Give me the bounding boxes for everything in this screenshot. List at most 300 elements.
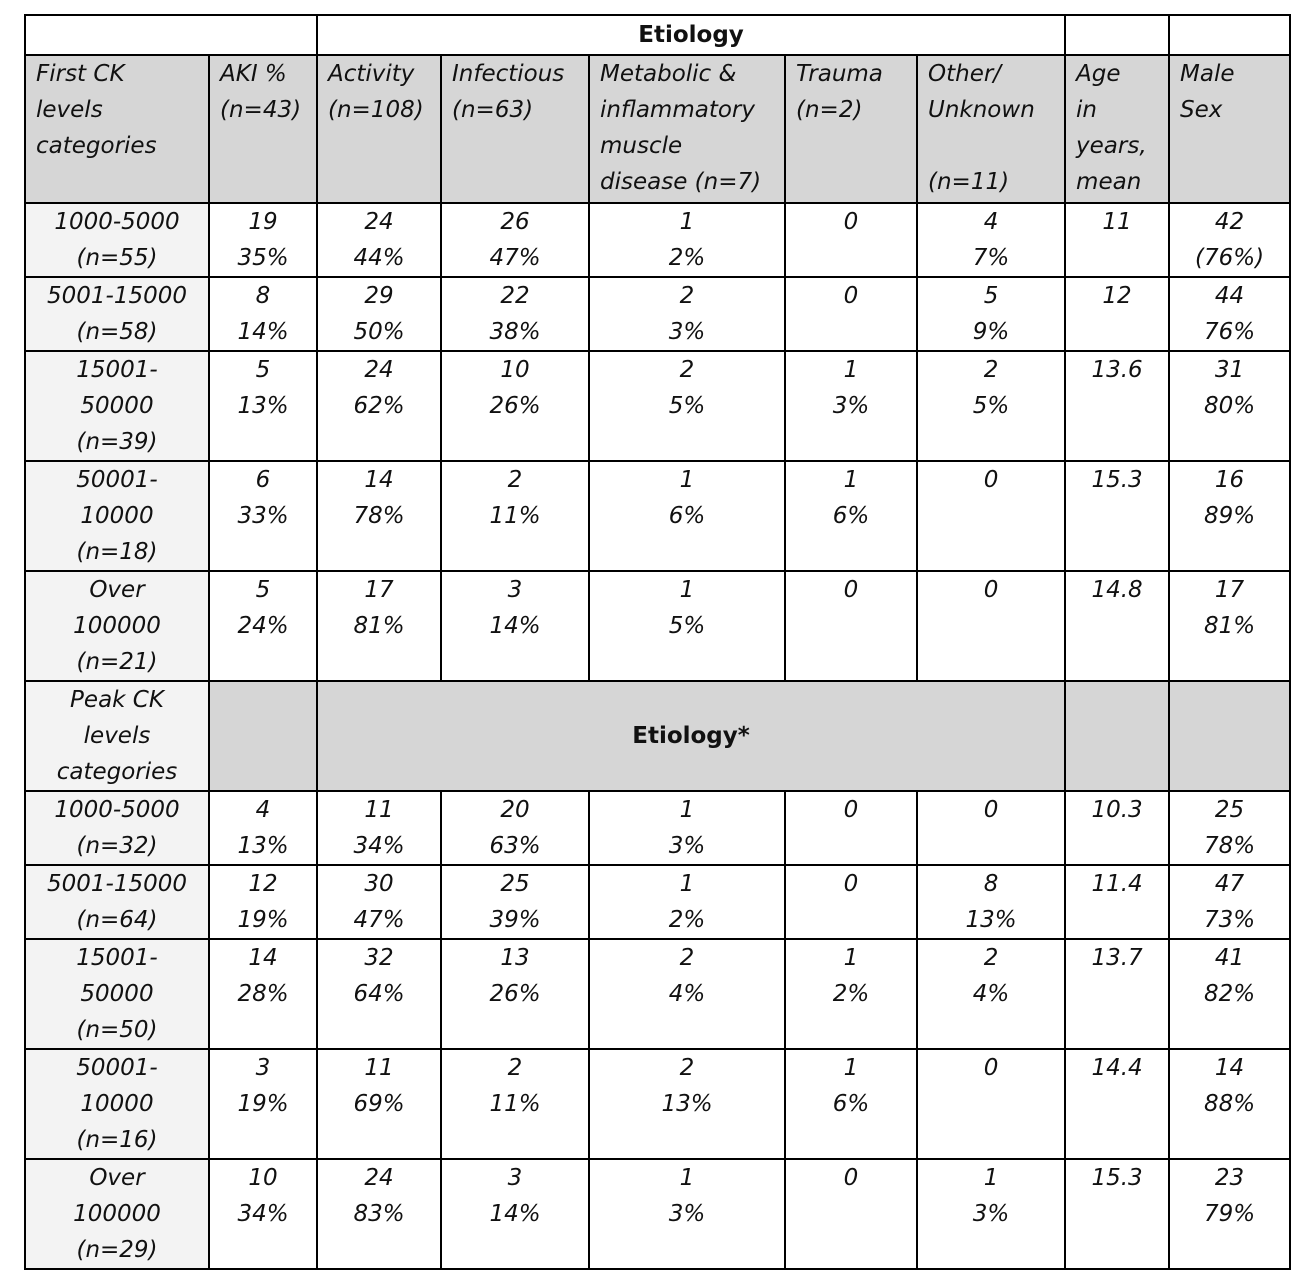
category-cell <box>25 1049 209 1159</box>
category-cell <box>25 865 209 939</box>
cell-line: 15.3 <box>1091 1165 1143 1191</box>
column-header <box>441 55 589 203</box>
cell-line: 23 <box>1214 1165 1245 1191</box>
cell-line: 14% <box>489 1201 541 1227</box>
data-cell <box>785 865 917 939</box>
cell-line: Metabolic & <box>600 61 737 87</box>
cell-line: 0 <box>843 577 859 603</box>
cell-line: 31 <box>1214 357 1245 383</box>
cell-line: 3% <box>832 393 870 419</box>
cell-line <box>928 128 1058 164</box>
data-cell <box>1065 865 1169 939</box>
cell-line: 0 <box>983 1055 999 1081</box>
cell-line: 47% <box>353 907 405 933</box>
category-cell <box>25 1159 209 1269</box>
cell-line: 64% <box>353 981 405 1007</box>
cell-line: 10 <box>248 1165 278 1191</box>
data-cell <box>317 1049 441 1159</box>
category-cell <box>25 351 209 461</box>
data-cell <box>441 1049 589 1159</box>
table-row <box>25 1049 1290 1159</box>
cell-line: 0 <box>843 1165 859 1191</box>
cell-line: 24 <box>364 209 394 235</box>
cell-line: 0 <box>843 283 859 309</box>
cell-line: 26 <box>500 209 530 235</box>
data-cell <box>1169 351 1290 461</box>
cell-line: 17 <box>364 577 394 603</box>
cell-line: 28% <box>237 981 289 1007</box>
cell-line: (n=11) <box>928 169 1010 195</box>
cell-line: 24 <box>364 357 394 383</box>
data-cell <box>1169 939 1290 1049</box>
cell-line: 3 <box>507 1165 523 1191</box>
data-cell <box>917 939 1065 1049</box>
cell-line: Other/ <box>928 61 1002 87</box>
cell-line: 4% <box>668 981 706 1007</box>
data-cell <box>209 203 317 277</box>
blank-cell <box>1169 15 1290 55</box>
data-cell <box>209 277 317 351</box>
cell-line: 5 <box>255 577 271 603</box>
cell-line: 1 <box>843 467 859 493</box>
data-cell <box>441 571 589 681</box>
column-header-row <box>25 55 1290 203</box>
cell-line: 19% <box>237 907 289 933</box>
cell-line: 11 <box>364 1055 394 1081</box>
cell-line: 1 <box>679 577 695 603</box>
cell-line: 76% <box>1203 319 1256 345</box>
data-cell <box>785 939 917 1049</box>
column-header <box>209 55 317 203</box>
cell-line: 13% <box>965 907 1017 933</box>
cell-line: 73% <box>1203 907 1256 933</box>
band-cell <box>1169 681 1290 791</box>
cell-line: Over <box>89 1165 145 1191</box>
table-row <box>25 865 1290 939</box>
cell-line: 10.3 <box>1091 797 1143 823</box>
cell-line: 34% <box>353 833 405 859</box>
cell-line: 0 <box>843 797 859 823</box>
cell-line: 47 <box>1214 871 1245 897</box>
cell-line: 9% <box>972 319 1010 345</box>
cell-line: inflammatory <box>600 97 755 123</box>
data-cell <box>441 203 589 277</box>
data-cell <box>441 939 589 1049</box>
data-cell <box>1065 791 1169 865</box>
cell-line: 2 <box>679 283 695 309</box>
table-row <box>25 351 1290 461</box>
etiology-heading-row <box>25 15 1290 55</box>
data-cell <box>1169 791 1290 865</box>
data-cell <box>785 461 917 571</box>
table-row <box>25 791 1290 865</box>
cell-line: Age <box>1076 61 1121 87</box>
cell-line: 14% <box>237 319 289 345</box>
column-header <box>589 55 785 203</box>
data-cell <box>209 351 317 461</box>
cell-line: 1 <box>679 209 695 235</box>
cell-line: 11 <box>364 797 394 823</box>
table-body <box>25 15 1290 1269</box>
data-cell <box>785 1049 917 1159</box>
cell-line: 100000 <box>73 1201 161 1227</box>
data-cell <box>1065 277 1169 351</box>
cell-line: 11 <box>1102 209 1132 235</box>
cell-line: 14.8 <box>1091 577 1143 603</box>
cell-line: 14 <box>1214 1055 1245 1081</box>
band-cell <box>1065 681 1169 791</box>
data-cell <box>209 571 317 681</box>
cell-line: 88% <box>1203 1091 1256 1117</box>
cell-line: 3% <box>668 833 706 859</box>
cell-line: 8 <box>983 871 999 897</box>
cell-line: categories <box>56 759 178 785</box>
cell-line: 14% <box>489 613 541 639</box>
data-cell <box>1065 1159 1169 1269</box>
cell-line: 34% <box>237 1201 289 1227</box>
cell-line: in <box>1076 97 1098 123</box>
cell-line: 3 <box>507 577 523 603</box>
data-cell <box>917 1049 1065 1159</box>
data-cell <box>1065 571 1169 681</box>
data-cell <box>785 277 917 351</box>
cell-line: 47% <box>489 245 541 271</box>
data-cell <box>589 277 785 351</box>
data-cell <box>1065 1049 1169 1159</box>
data-cell <box>441 1159 589 1269</box>
cell-line: 11% <box>489 1091 541 1117</box>
data-cell <box>317 791 441 865</box>
data-cell <box>209 1049 317 1159</box>
data-cell <box>317 865 441 939</box>
cell-line: 1 <box>679 797 695 823</box>
cell-line: (n=58) <box>76 319 158 345</box>
cell-line: 44 <box>1214 283 1245 309</box>
column-header <box>917 55 1065 203</box>
column-header <box>317 55 441 203</box>
cell-line: 24 <box>364 1165 394 1191</box>
data-cell <box>589 865 785 939</box>
table-row <box>25 1159 1290 1269</box>
category-cell <box>25 939 209 1049</box>
data-cell <box>209 939 317 1049</box>
cell-line: 26% <box>489 981 541 1007</box>
data-cell <box>589 1159 785 1269</box>
etiology-heading: Etiology <box>317 15 1065 55</box>
cell-line: 5 <box>255 357 271 383</box>
cell-line: 15001- <box>76 357 158 383</box>
peak-section-row <box>25 681 1290 791</box>
cell-line: Activity <box>328 61 415 87</box>
cell-line: 1 <box>843 1055 859 1081</box>
data-cell <box>317 277 441 351</box>
data-cell <box>1065 939 1169 1049</box>
cell-line: 25 <box>500 871 530 897</box>
cell-line: 13% <box>237 393 289 419</box>
cell-line: 79% <box>1203 1201 1256 1227</box>
cell-line: 14.4 <box>1091 1055 1143 1081</box>
cell-line: 1000-5000 <box>54 209 180 235</box>
cell-line: 2 <box>983 945 999 971</box>
category-cell <box>25 461 209 571</box>
cell-line: 83% <box>353 1201 405 1227</box>
data-cell <box>589 939 785 1049</box>
data-cell <box>917 461 1065 571</box>
table-row <box>25 939 1290 1049</box>
data-cell <box>785 203 917 277</box>
cell-line: 29 <box>364 283 394 309</box>
cell-line: 2 <box>679 945 695 971</box>
cell-line: (n=2) <box>796 97 863 123</box>
cell-line: 22 <box>500 283 530 309</box>
cell-line: 5001-15000 <box>47 871 187 897</box>
cell-line: (n=21) <box>76 649 158 675</box>
cell-line: 100000 <box>73 613 161 639</box>
data-cell <box>317 351 441 461</box>
cell-line: 2% <box>832 981 870 1007</box>
cell-line: 4% <box>972 981 1010 1007</box>
data-cell <box>917 277 1065 351</box>
cell-line: (n=43) <box>220 97 302 123</box>
cell-line: 41 <box>1214 945 1245 971</box>
cell-line: (n=39) <box>76 429 158 455</box>
cell-line: 33% <box>237 503 289 529</box>
data-cell <box>317 939 441 1049</box>
column-header <box>1065 55 1169 203</box>
cell-line: 5% <box>668 393 706 419</box>
cell-line: 24% <box>237 613 289 639</box>
cell-line: Over <box>89 577 145 603</box>
cell-line: 13 <box>500 945 530 971</box>
blank-cell <box>25 15 317 55</box>
cell-line: 13.6 <box>1091 357 1143 383</box>
cell-line: 19% <box>237 1091 289 1117</box>
data-cell <box>917 571 1065 681</box>
cell-line: 0 <box>983 467 999 493</box>
data-cell <box>209 865 317 939</box>
cell-line: 1 <box>843 945 859 971</box>
data-cell <box>589 571 785 681</box>
cell-line: 5 <box>983 283 999 309</box>
cell-line: (n=63) <box>452 97 534 123</box>
cell-line: 5% <box>972 393 1010 419</box>
data-cell <box>917 203 1065 277</box>
cell-line: 6% <box>832 1091 870 1117</box>
cell-line: (n=64) <box>76 907 158 933</box>
data-cell <box>589 461 785 571</box>
cell-line: 2 <box>507 1055 523 1081</box>
data-cell <box>589 203 785 277</box>
cell-line: 82% <box>1203 981 1256 1007</box>
peak-label-cell <box>25 681 209 791</box>
data-cell <box>441 791 589 865</box>
cell-line: 62% <box>353 393 405 419</box>
cell-line: 10000 <box>80 1091 154 1117</box>
data-cell <box>209 791 317 865</box>
band-cell <box>209 681 317 791</box>
cell-line: 12 <box>1102 283 1132 309</box>
cell-line: 35% <box>237 245 289 271</box>
cell-line: 6% <box>668 503 706 529</box>
cell-line: 5% <box>668 613 706 639</box>
cell-line: 4 <box>983 209 999 235</box>
cell-line: 14 <box>248 945 278 971</box>
cell-line: 50001- <box>76 1055 158 1081</box>
cell-line: 6% <box>832 503 870 529</box>
cell-line: Male <box>1180 61 1235 87</box>
cell-line: 2 <box>679 357 695 383</box>
category-cell <box>25 203 209 277</box>
cell-line: 2 <box>679 1055 695 1081</box>
cell-line: 1 <box>843 357 859 383</box>
cell-line: years, <box>1076 133 1147 159</box>
cell-line: 13% <box>237 833 289 859</box>
cell-line: 7% <box>972 245 1010 271</box>
cell-line: Infectious <box>452 61 565 87</box>
cell-line: 11% <box>489 503 541 529</box>
cell-line: 10000 <box>80 503 154 529</box>
cell-line: 44% <box>353 245 405 271</box>
cell-line: 1 <box>679 871 695 897</box>
etiology-heading-peak: Etiology* <box>317 681 1065 791</box>
cell-line: Peak CK <box>70 687 164 713</box>
cell-line: 78% <box>1203 833 1256 859</box>
data-cell <box>917 1159 1065 1269</box>
ck-etiology-table <box>24 14 1291 1270</box>
cell-line: 1000-5000 <box>54 797 180 823</box>
cell-line: 25 <box>1214 797 1245 823</box>
data-cell <box>209 461 317 571</box>
cell-line: 38% <box>489 319 541 345</box>
cell-line: (76%) <box>1195 245 1265 271</box>
cell-line: 17 <box>1214 577 1245 603</box>
category-cell <box>25 277 209 351</box>
data-cell <box>1065 351 1169 461</box>
cell-line: Unknown <box>928 97 1035 123</box>
cell-line: 13% <box>661 1091 713 1117</box>
cell-line: 14 <box>364 467 394 493</box>
cell-line: 5001-15000 <box>47 283 187 309</box>
cell-line: Trauma <box>796 61 883 87</box>
cell-line: 2 <box>983 357 999 383</box>
cell-line: 78% <box>353 503 405 529</box>
data-cell <box>917 791 1065 865</box>
cell-line: 8 <box>255 283 271 309</box>
cell-line: 3 <box>255 1055 271 1081</box>
data-cell <box>589 1049 785 1159</box>
table-row <box>25 277 1290 351</box>
data-cell <box>317 571 441 681</box>
data-cell <box>317 203 441 277</box>
cell-line: Sex <box>1180 97 1223 123</box>
cell-line: (n=29) <box>76 1237 158 1263</box>
data-cell <box>441 865 589 939</box>
data-cell <box>1169 865 1290 939</box>
cell-line: 0 <box>983 577 999 603</box>
cell-line: 50000 <box>80 981 154 1007</box>
cell-line: First CK <box>36 61 125 87</box>
data-cell <box>785 1159 917 1269</box>
cell-line: 2 <box>507 467 523 493</box>
cell-line: 89% <box>1203 503 1256 529</box>
cell-line: mean <box>1076 169 1142 195</box>
cell-line: 69% <box>353 1091 405 1117</box>
cell-line: 0 <box>843 871 859 897</box>
cell-line: 16 <box>1214 467 1245 493</box>
cell-line: 2% <box>668 245 706 271</box>
cell-line: 1 <box>679 1165 695 1191</box>
cell-line: 0 <box>843 209 859 235</box>
data-cell <box>1065 203 1169 277</box>
cell-line: (n=32) <box>76 833 158 859</box>
cell-line: 39% <box>489 907 541 933</box>
cell-line: (n=55) <box>76 245 158 271</box>
data-cell <box>917 865 1065 939</box>
data-cell <box>785 351 917 461</box>
column-header <box>25 55 209 203</box>
cell-line: 13.7 <box>1091 945 1143 971</box>
table-row <box>25 571 1290 681</box>
cell-line: 0 <box>983 797 999 823</box>
cell-line: 1 <box>983 1165 999 1191</box>
data-cell <box>317 1159 441 1269</box>
cell-line: 12 <box>248 871 278 897</box>
cell-line: 15.3 <box>1091 467 1143 493</box>
cell-line: 11.4 <box>1091 871 1143 897</box>
cell-line: 19 <box>248 209 278 235</box>
cell-line: 2% <box>668 907 706 933</box>
cell-line: (n=18) <box>76 539 158 565</box>
cell-line: 80% <box>1203 393 1256 419</box>
cell-line: 3% <box>972 1201 1010 1227</box>
data-cell <box>441 461 589 571</box>
cell-line: 4 <box>255 797 271 823</box>
cell-line: 20 <box>500 797 530 823</box>
data-cell <box>785 791 917 865</box>
cell-line: 42 <box>1214 209 1245 235</box>
cell-line: 32 <box>364 945 394 971</box>
cell-line: 6 <box>255 467 271 493</box>
cell-line: 63% <box>489 833 541 859</box>
cell-line: 50% <box>353 319 405 345</box>
cell-line: levels <box>36 97 103 123</box>
cell-line: muscle <box>600 133 683 159</box>
cell-line: 15001- <box>76 945 158 971</box>
cell-line: 81% <box>353 613 405 639</box>
cell-line: 50000 <box>80 393 154 419</box>
blank-cell <box>1065 15 1169 55</box>
cell-line: (n=16) <box>76 1127 158 1153</box>
data-cell <box>317 461 441 571</box>
cell-line: (n=50) <box>76 1017 158 1043</box>
table-row <box>25 203 1290 277</box>
cell-line: categories <box>36 133 157 159</box>
column-header <box>1169 55 1290 203</box>
cell-line: 81% <box>1203 613 1256 639</box>
cell-line: disease (n=7) <box>600 169 762 195</box>
category-cell <box>25 791 209 865</box>
cell-line: 1 <box>679 467 695 493</box>
cell-line: (n=108) <box>328 97 424 123</box>
data-cell <box>1169 1049 1290 1159</box>
cell-line: AKI % <box>220 61 287 87</box>
data-cell <box>1169 203 1290 277</box>
cell-line: 50001- <box>76 467 158 493</box>
cell-line: 30 <box>364 871 394 897</box>
cell-line: levels <box>83 723 151 749</box>
cell-line: 10 <box>500 357 530 383</box>
data-cell <box>441 277 589 351</box>
